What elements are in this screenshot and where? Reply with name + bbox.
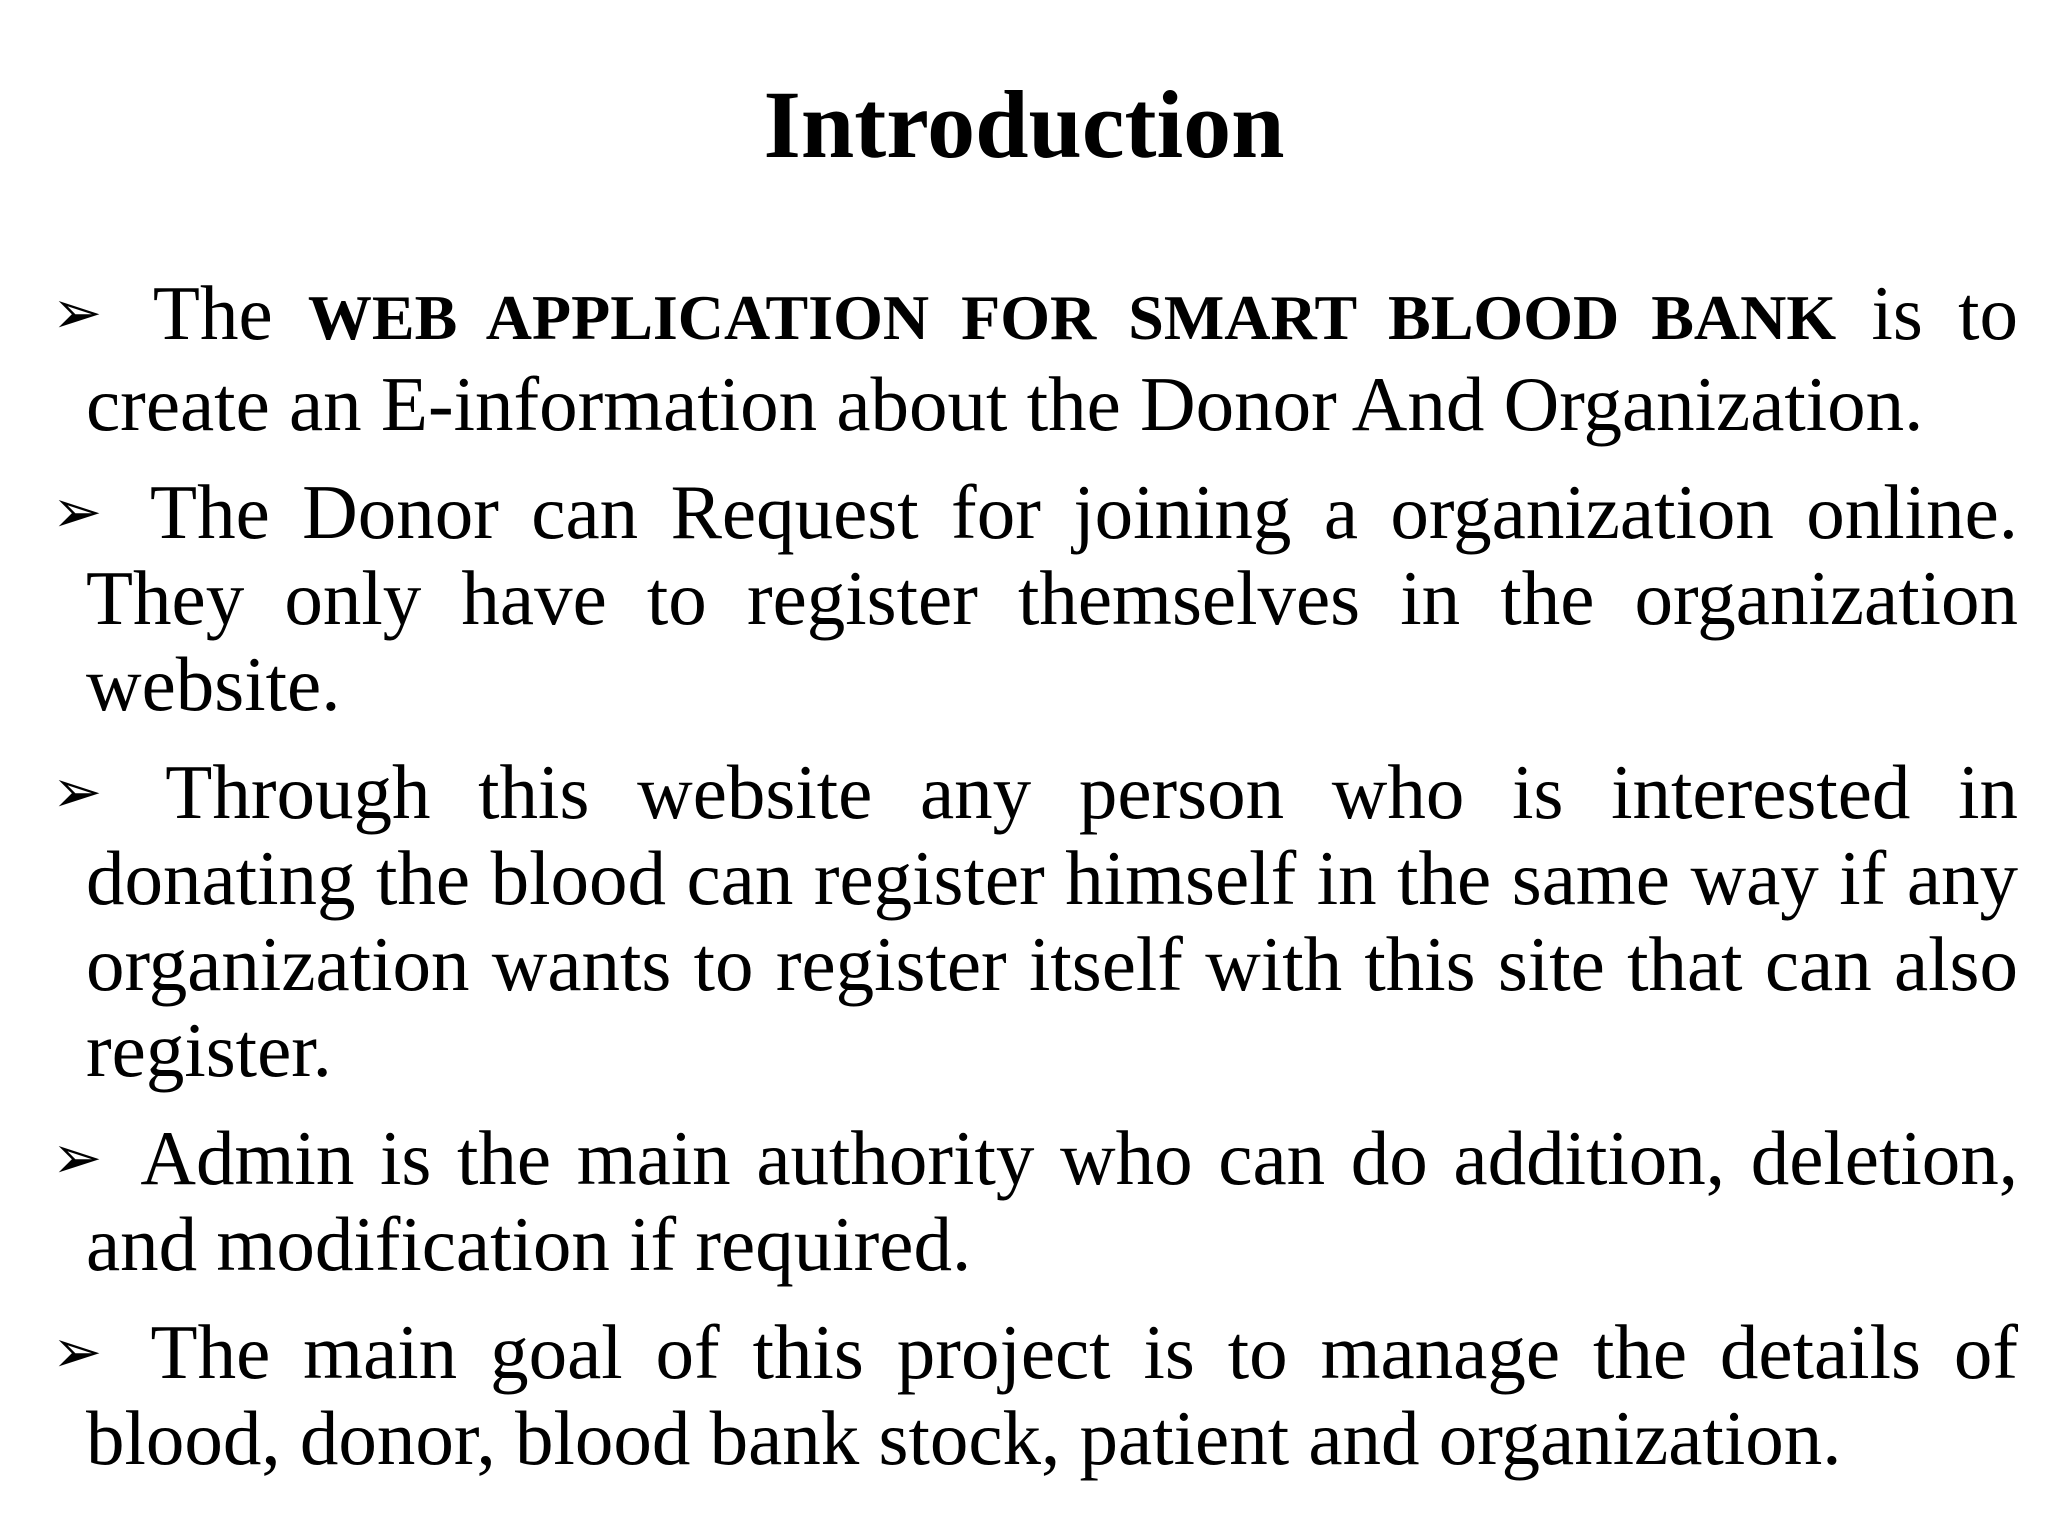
- arrow-bullet-icon: ➢: [52, 479, 103, 545]
- arrow-bullet-icon: ➢: [52, 759, 103, 825]
- bullet-item: [52, 749, 2018, 1093]
- bullet-text: Through this website any person who is interested in donating the blood can register himself in the same way if any organization wants to register itself with this site that can also register.: [86, 749, 2018, 1093]
- bullet-text-pre: The: [152, 270, 273, 356]
- bullet-item: [52, 1309, 2018, 1481]
- project-name-text: WEB APPLICATION FOR SMART BLOOD BANK: [307, 282, 1837, 353]
- bullet-text: The main goal of this project is to manage the details of blood, donor, blood bank stock, patient and organization.: [86, 1309, 2018, 1481]
- arrow-bullet-icon: ➢: [52, 1319, 103, 1385]
- arrow-bullet-icon: ➢: [52, 280, 103, 346]
- bullet-text: The Donor can Request for joining a organization online. They only have to register themselves in the organization website.: [86, 469, 2018, 727]
- bullet-text-post: is to create an E-information about the Donor And Organization.: [86, 270, 2018, 447]
- bullet-list: [52, 270, 2018, 1481]
- bullet-item: [52, 270, 2018, 447]
- bullet-item: [52, 469, 2018, 727]
- bullet-item: [52, 1115, 2018, 1287]
- slide-title: Introduction: [763, 71, 1285, 178]
- bullet-text: Admin is the main authority who can do addition, deletion, and modification if required.: [86, 1115, 2018, 1287]
- arrow-bullet-icon: ➢: [52, 1125, 103, 1191]
